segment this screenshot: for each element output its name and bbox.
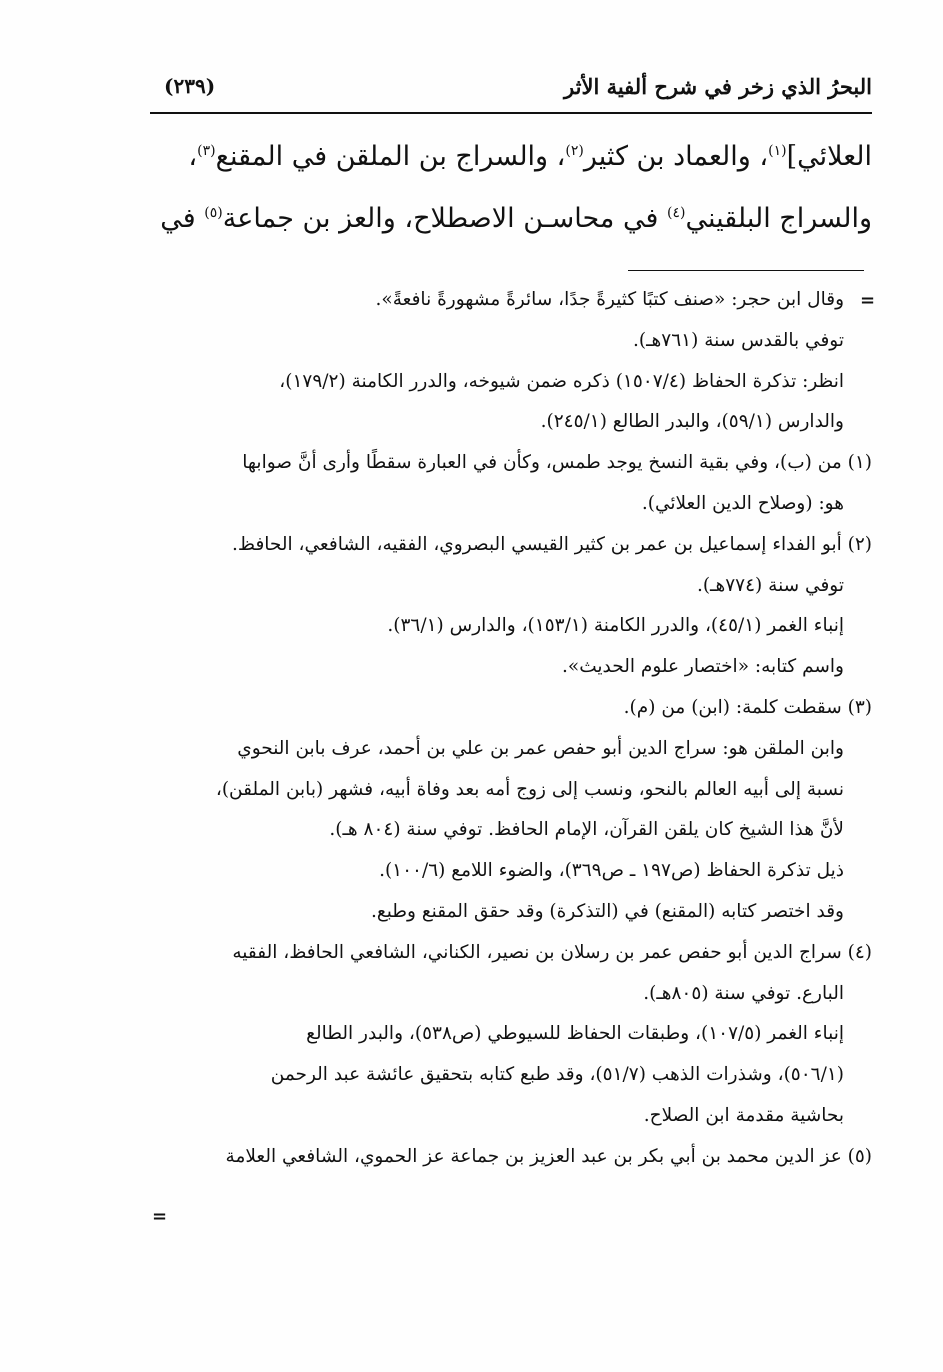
footnote-ref-2: (٢)	[565, 143, 584, 159]
footnote-line: توفي سنة (٧٧٤هـ).	[696, 574, 844, 596]
main-text-segment: ،	[188, 141, 198, 172]
footnote-line: نسبة إلى أبيه العالم بالنحو، ونسب إلى زوج أمه بعد وفاة أبيه، فشهر (بابن الملقن)،	[215, 778, 844, 800]
footnote-ref-4: (٤)	[666, 205, 686, 221]
footnote-line: إنباء الغمر (١٠٧/٥)، وطبقات الحفاظ للسيوطي (ص٥٣٨)، والبدر الطالع	[306, 1023, 844, 1045]
footnote-line: (١) من (ب)، وفي بقية النسخ يوجد طمس، وكأن في العبارة سقطًا وأرى أنَّ صوابها	[242, 452, 872, 474]
main-line-1	[150, 128, 872, 190]
footnote-line: واسم كتابه: «اختصار علوم الحديث».	[562, 656, 844, 678]
footnote-line: إنباء الغمر (٤٥/١)، والدرر الكامنة (١٥٣/١)، والدارس (٣٦/١).	[387, 615, 844, 637]
footnote-ref-5: (٥)	[204, 205, 223, 221]
footnote-line: لأنَّ هذا الشيخ كان يلقن القرآن، الإمام الحافظ. توفي سنة (٨٠٤ هـ).	[329, 819, 844, 841]
footnote-line: البارع. توفي سنة (٨٠٥هـ).	[643, 982, 844, 1004]
footnote-line: (٢) أبو الفداء إسماعيل بن عمر بن كثير القيسي البصروي، الفقيه، الشافعي، الحافظ.	[232, 533, 872, 555]
continuation-marker: =	[860, 290, 876, 311]
header-rule	[150, 112, 872, 114]
page-header	[150, 68, 872, 108]
main-text-segment: في محاسـن الاصطلاح، والعز بن جماعة	[222, 203, 667, 234]
main-text	[150, 128, 872, 252]
footnote-line: انظر: تذكرة الحفاظ (١٥٠٧/٤) ذكره ضمن شيوخه، والدرر الكامنة (١٧٩/٢)،	[279, 370, 844, 392]
main-text-segment: ، والسراج بن الملقن في المقنع	[215, 141, 566, 172]
main-text-segment: والسراج البلقيني	[685, 203, 872, 234]
page-number: (٢٣٩)	[164, 74, 216, 98]
footnotes	[150, 280, 872, 1178]
footnote-line: وابن الملقن هو: سراج الدين أبو حفص عمر بن علي بن أحمد، عرف بابن النحوي	[237, 737, 844, 759]
main-text-segment: ، والعماد بن كثير	[583, 141, 769, 172]
footnote-ref-3: (٣)	[197, 143, 216, 159]
main-text-segment: العلائي]	[786, 141, 872, 172]
footnote-line: (٤) سراج الدين أبو حفص عمر بن رسلان بن نصير، الكناني، الشافعي الحافظ، الفقيه	[232, 941, 872, 963]
footnote-line: (٣) سقطت كلمة: (ابن) من (م).	[623, 696, 872, 718]
footnote-ref-1: (١)	[768, 143, 787, 159]
footnote-line: (٥) عز الدين محمد بن أبي بكر بن عبد العزيز بن جماعة عز الحموي، الشافعي العلامة	[225, 1145, 872, 1167]
running-title: البحرُ الذي زخر في شرح ألفية الأثر	[564, 74, 872, 99]
main-text-segment: في	[160, 203, 205, 234]
continuation-marker-end: =	[152, 1206, 168, 1227]
main-line-2	[150, 190, 872, 252]
footnote-line: ذيل تذكرة الحفاظ (ص١٩٧ ـ ص٣٦٩)، والضوء اللامع (١٠٠/٦).	[379, 860, 844, 882]
footnote-line: والدارس (٥٩/١)، والبدر الطالع (٢٤٥/١).	[540, 411, 844, 433]
footnote-separator	[628, 270, 864, 271]
footnote-line: وقد اختصر كتابه (المقنع) في (التذكرة) وقد حقق المقنع وطبع.	[370, 900, 844, 922]
footnote-line: هو: (وصلاح الدين العلائي).	[641, 492, 844, 514]
footnote-line: (٥٠٦/١)، وشذرات الذهب (٥١/٧)، وقد طبع كتابه بتحقيق عائشة عبد الرحمن	[270, 1064, 844, 1086]
footnote-line: بحاشية مقدمة ابن الصلاح.	[643, 1104, 844, 1126]
footnote-line: توفي بالقدس سنة (٧٦١هـ).	[633, 329, 844, 351]
footnote-line: وقال ابن حجر: «صنف كتبًا كثيرةً جدًا، سائرةً مشهورةً نافعةً».	[375, 289, 844, 310]
